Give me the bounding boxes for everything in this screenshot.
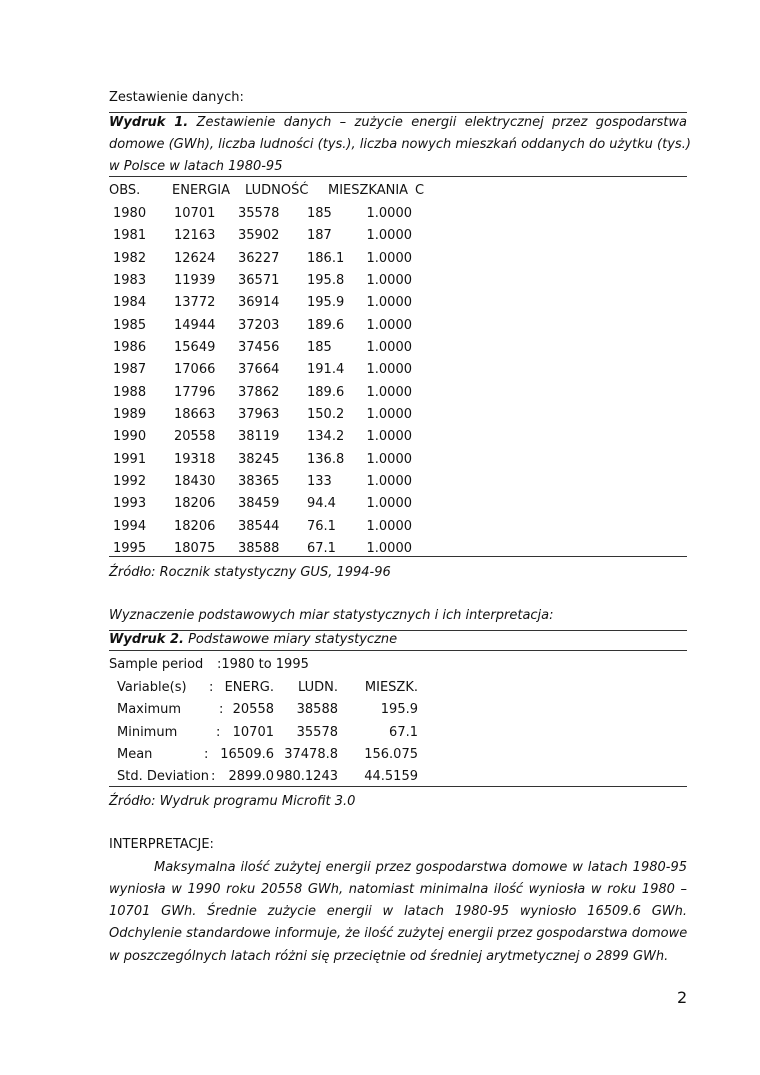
table-cell: 1.0000: [366, 317, 412, 333]
printout1-caption-line2: domowe (GWh), liczba ludności (tys.), liczba nowych mieszkań oddanych do użytku (tys.): [109, 137, 691, 152]
table-cell: 14944: [174, 317, 216, 333]
table-cell: 18075: [174, 540, 216, 556]
stats-cell: 10701: [232, 724, 274, 740]
table-cell: 1.0000: [366, 540, 412, 556]
table-cell: 38119: [238, 429, 280, 445]
printout2-label: Wydruk 2.: [109, 632, 184, 647]
printout2-caption-text: Podstawowe miary statystyczne: [183, 632, 398, 647]
table-cell: 38365: [238, 473, 280, 489]
table-cell: 1981: [113, 228, 147, 244]
divider: [109, 176, 687, 177]
interpretation-line-3: 10701 GWh. Średnie zużycie energii w latach 1980-95 wyniosło 16509.6 GWh.: [109, 904, 687, 919]
printout2-caption: [109, 632, 397, 647]
table-cell: 186.1: [307, 250, 345, 266]
table-cell: 38588: [238, 540, 280, 556]
section-heading: Zestawienie danych:: [109, 90, 244, 105]
table-cell: 1986: [113, 339, 147, 355]
table-cell: 12624: [174, 250, 216, 266]
stats-header-cell: LUDN.: [298, 680, 338, 695]
sample-period-label: Sample period: [109, 657, 204, 672]
table-cell: 191.4: [307, 362, 345, 378]
table-cell: 1.0000: [366, 272, 412, 288]
table-cell: 18663: [174, 406, 216, 422]
stats-cell: Std. Deviation: [117, 769, 210, 785]
table-cell: 1.0000: [366, 250, 412, 266]
stats-cell: 35578: [296, 724, 338, 740]
table-cell: 1992: [113, 473, 147, 489]
interpretation-line-2: wyniosła w 1990 roku 20558 GWh, natomiast minimalna ilość wyniosła w roku 1980 –: [109, 882, 687, 897]
table-header-cell: OBS.: [109, 183, 141, 198]
table-cell: 1.0000: [366, 451, 412, 467]
table-cell: 67.1: [307, 540, 336, 556]
stats-cell: :: [204, 746, 209, 762]
table-cell: 150.2: [307, 406, 345, 422]
stats-cell: :: [216, 724, 221, 740]
table-cell: 76.1: [307, 518, 336, 534]
stats-header-cell: ENERG.: [224, 680, 274, 695]
divider: [109, 650, 687, 651]
table-cell: 189.6: [307, 384, 345, 400]
table-cell: 36914: [238, 295, 280, 311]
table-cell: 18206: [174, 496, 216, 512]
table-cell: 134.2: [307, 429, 345, 445]
table-cell: 195.8: [307, 272, 345, 288]
table-cell: 36227: [238, 250, 280, 266]
table-cell: 195.9: [307, 295, 345, 311]
stats-cell: Maximum: [117, 702, 182, 718]
table-cell: 37862: [238, 384, 280, 400]
printout1-caption-line3: w Polsce w latach 1980-95: [109, 159, 283, 174]
stats-header-cell: MIESZK.: [364, 680, 418, 695]
table-cell: 1982: [113, 250, 147, 266]
table-cell: 38245: [238, 451, 280, 467]
divider: [109, 556, 687, 557]
table-cell: 1985: [113, 317, 147, 333]
stats-cell: 44.5159: [364, 769, 418, 785]
table-cell: 18206: [174, 518, 216, 534]
divider: [109, 630, 687, 631]
stats-source: Źródło: Wydruk programu Microfit 3.0: [109, 794, 356, 809]
table-cell: 136.8: [307, 451, 345, 467]
table-header-cell: ENERGIA: [172, 183, 230, 198]
table-cell: 17066: [174, 362, 216, 378]
table-cell: 1989: [113, 406, 147, 422]
table-cell: 38544: [238, 518, 280, 534]
table-cell: 1.0000: [366, 473, 412, 489]
table-cell: 1.0000: [366, 429, 412, 445]
table-cell: 36571: [238, 272, 280, 288]
table-cell: 1990: [113, 429, 147, 445]
stats-header-cell: :: [209, 680, 214, 695]
table-cell: 37664: [238, 362, 280, 378]
stats-cell: Mean: [117, 746, 153, 762]
stats-cell: 37478.8: [284, 746, 338, 762]
table-cell: 1993: [113, 496, 147, 512]
stats-header-cell: Variable(s): [117, 680, 187, 695]
table-cell: 1.0000: [366, 228, 412, 244]
table-cell: 37963: [238, 406, 280, 422]
table-cell: 187: [307, 228, 332, 244]
table-cell: 37203: [238, 317, 280, 333]
table-cell: 1.0000: [366, 518, 412, 534]
interpretation-line-1: Maksymalna ilość zużytej energii przez gospodarstwa domowe w latach 1980-95: [154, 860, 687, 875]
table-cell: 35902: [238, 228, 280, 244]
table-cell: 19318: [174, 451, 216, 467]
table-cell: 10701: [174, 206, 216, 221]
table-cell: 185: [307, 339, 332, 355]
table-cell: 1987: [113, 362, 147, 378]
table-header-cell: C: [415, 183, 425, 198]
table-cell: 1983: [113, 272, 147, 288]
table-cell: 1994: [113, 518, 147, 534]
stats-cell: :: [211, 769, 216, 785]
table-cell: 1.0000: [366, 496, 412, 512]
stats-cell: 16509.6: [220, 746, 274, 762]
table-cell: 1991: [113, 451, 147, 467]
stats-cell: 156.075: [364, 746, 418, 762]
table-cell: 94.4: [307, 496, 336, 512]
table-cell: 37456: [238, 339, 280, 355]
table-cell: 38459: [238, 496, 280, 512]
printout1-caption-line1: [109, 115, 687, 130]
page-number: 2: [677, 988, 688, 1007]
section2-heading: Wyznaczenie podstawowych miar statystycznych i ich interpretacja:: [109, 608, 554, 623]
table-cell: 15649: [174, 339, 216, 355]
stats-cell: 980.1243: [275, 769, 338, 785]
table-cell: 20558: [174, 429, 216, 445]
sample-period-value: :1980 to 1995: [217, 657, 309, 672]
table-cell: 1.0000: [366, 384, 412, 400]
table-cell: 1995: [113, 540, 147, 556]
table-cell: 1.0000: [366, 339, 412, 355]
table-cell: 13772: [174, 295, 216, 311]
stats-cell: 38588: [296, 702, 338, 718]
table-header-cell: MIESZKANIA: [328, 183, 409, 198]
table-cell: 1.0000: [366, 295, 412, 311]
table-cell: 11939: [174, 272, 216, 288]
table-cell: 12163: [174, 228, 216, 244]
table-source: Źródło: Rocznik statystyczny GUS, 1994-96: [109, 565, 391, 580]
interpretation-line-4: Odchylenie standardowe informuje, że ilość zużytej energii przez gospodarstwa domowe: [109, 926, 688, 941]
table-cell: 189.6: [307, 317, 345, 333]
table-header-cell: LUDNOŚĆ: [245, 183, 309, 198]
stats-cell: 195.9: [380, 702, 418, 718]
divider: [109, 112, 687, 113]
table-cell: 17796: [174, 384, 216, 400]
table-cell: 1980: [113, 206, 147, 221]
table-cell: 1.0000: [366, 406, 412, 422]
table-cell: 1984: [113, 295, 147, 311]
stats-cell: :: [219, 702, 224, 718]
printout1-label: Wydruk 1.: [109, 115, 189, 130]
interpretation-line-5: w poszczególnych latach różni się przeciętnie od średniej arytmetycznej o 2899 GWh.: [109, 949, 669, 964]
table-cell: 1988: [113, 384, 147, 400]
printout1-caption-text: Zestawienie danych – zużycie energii elektrycznej przez gospodarstwa: [188, 115, 687, 130]
table-cell: 1.0000: [366, 362, 412, 378]
table-cell: 1.0000: [366, 206, 412, 221]
interpretation-heading: INTERPRETACJE:: [109, 837, 214, 852]
stats-cell: 67.1: [389, 724, 418, 740]
table-cell: 133: [307, 473, 332, 489]
table-cell: 35578: [238, 206, 280, 221]
stats-cell: 20558: [232, 702, 274, 718]
stats-cell: 2899.0: [228, 769, 274, 785]
table-cell: 185: [307, 206, 332, 221]
table-cell: 18430: [174, 473, 216, 489]
stats-cell: Minimum: [117, 724, 178, 740]
divider: [109, 786, 687, 787]
